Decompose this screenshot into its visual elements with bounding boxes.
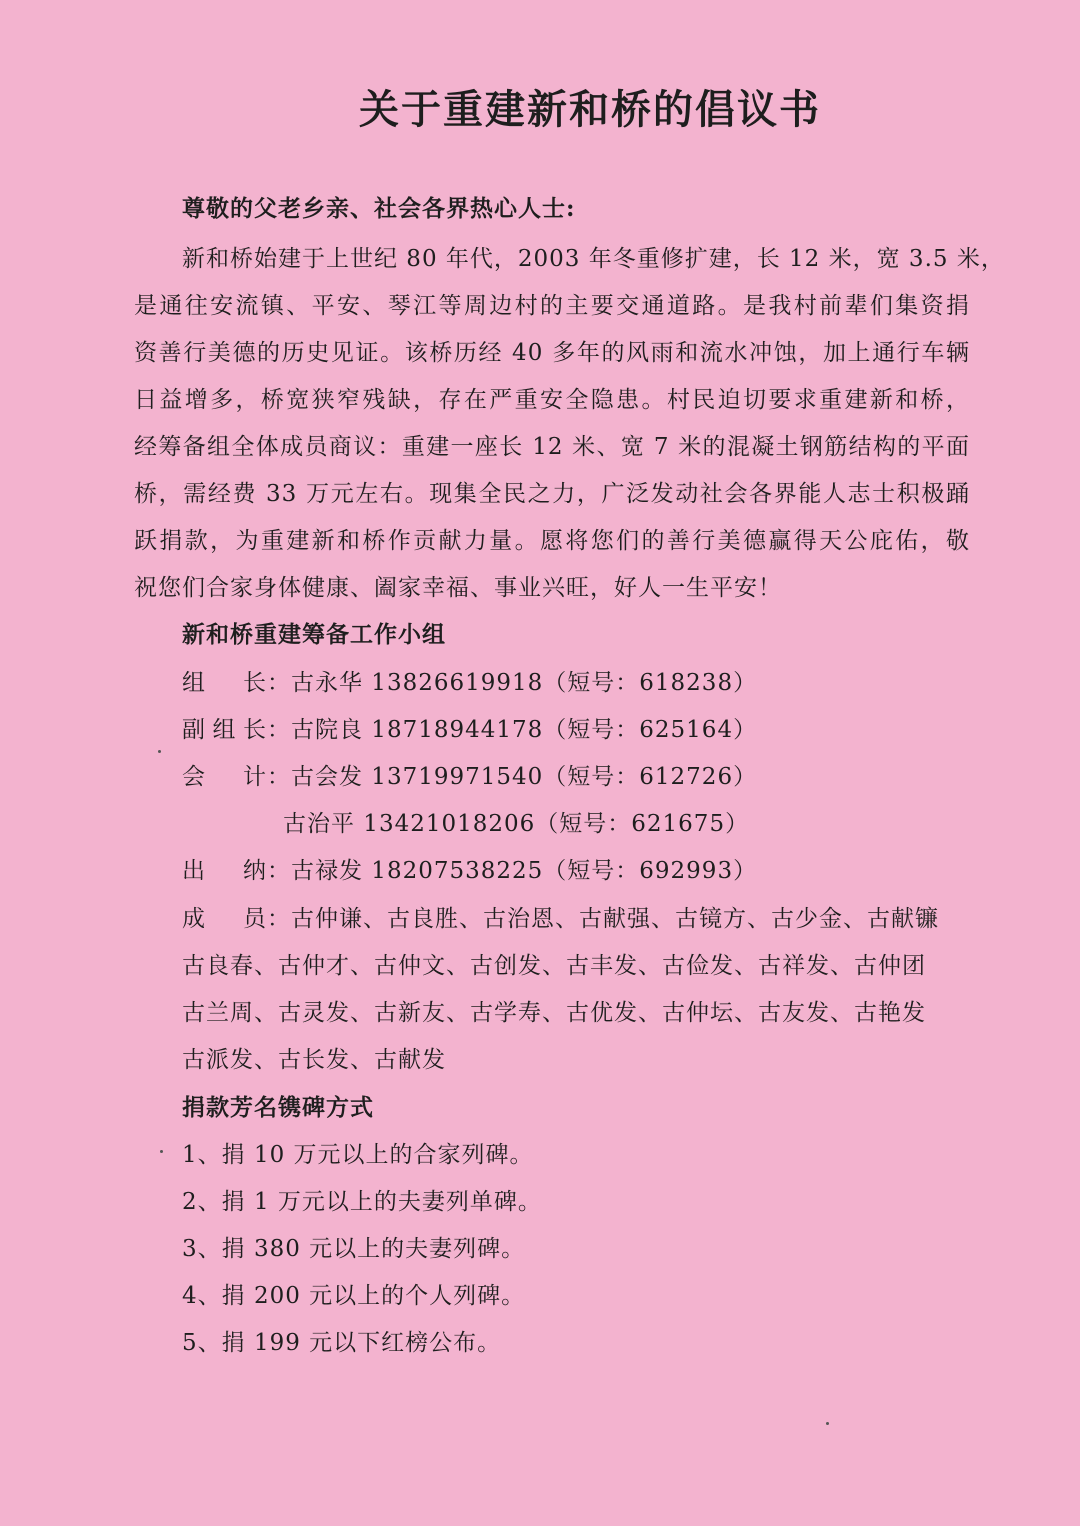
committee-heading: 新和桥重建筹备工作小组 — [182, 621, 446, 648]
role-label: 出 纳 — [182, 858, 267, 884]
members-list: 古派发、古长发、古献发 — [182, 1047, 446, 1073]
donation-item: 4、捐 200 元以上的个人列碑。 — [182, 1283, 526, 1309]
member-contact: 古治平 13421018206（短号：621675） — [283, 811, 750, 837]
members-list: 古兰周、古灵发、古新友、古学寿、古优发、古仲坛、古友发、古艳发 — [182, 1000, 926, 1026]
committee-members — [182, 900, 939, 933]
committee-accountant — [182, 758, 757, 791]
committee-cashier — [182, 852, 757, 885]
donation-heading: 捐款芳名镌碑方式 — [182, 1094, 374, 1121]
colon: ： — [267, 906, 291, 932]
member-contact: 古会发 13719971540（短号：612726） — [291, 764, 758, 790]
donation-item: 3、捐 380 元以上的夫妻列碑。 — [182, 1236, 526, 1262]
colon: ： — [267, 764, 291, 790]
scan-speck — [826, 1422, 829, 1425]
member-contact: 古永华 13826619918（短号：618238） — [291, 670, 758, 696]
paragraph-line: 经筹备组全体成员商议：重建一座长 12 米、宽 7 米的混凝土钢筋结构的平面 — [134, 434, 970, 460]
colon: ： — [267, 858, 291, 884]
members-list: 古良春、古仲才、古仲文、古创发、古丰发、古俭发、古祥发、古仲团 — [182, 953, 926, 979]
scan-speck — [160, 1150, 163, 1153]
paragraph-line: 新和桥始建于上世纪 80 年代，2003 年冬重修扩建，长 12 米，宽 3.5 米， — [182, 246, 1005, 272]
role-label: 组 长 — [182, 670, 267, 696]
donation-item: 2、捐 1 万元以上的夫妻列单碑。 — [182, 1189, 542, 1215]
role-label: 副组长 — [182, 717, 267, 743]
document-title: 关于重建新和桥的倡议书 — [359, 86, 821, 133]
colon: ： — [267, 670, 291, 696]
member-contact: 古禄发 18207538225（短号：692993） — [291, 858, 758, 884]
scan-speck — [158, 750, 161, 753]
paragraph-line: 祝您们合家身体健康、阖家幸福、事业兴旺，好人一生平安！ — [134, 575, 782, 601]
salutation: 尊敬的父老乡亲、社会各界热心人士: — [182, 195, 576, 222]
paragraph-line: 资善行美德的历史见证。该桥历经 40 多年的风雨和流水冲蚀，加上通行车辆 — [134, 340, 970, 366]
role-label: 成 员 — [182, 906, 267, 932]
member-contact: 古院良 18718944178（短号：625164） — [291, 717, 758, 743]
donation-item: 5、捐 199 元以下红榜公布。 — [182, 1330, 502, 1356]
paragraph-line: 日益增多，桥宽狭窄残缺，存在严重安全隐患。村民迫切要求重建新和桥， — [134, 387, 970, 413]
committee-accountant-2 — [182, 805, 749, 838]
paragraph-line: 桥，需经费 33 万元左右。现集全民之力，广泛发动社会各界能人志士积极踊 — [134, 481, 970, 507]
committee-leader — [182, 664, 757, 697]
colon: ： — [267, 717, 291, 743]
paragraph-line: 跃捐款，为重建新和桥作贡献力量。愿将您们的善行美德赢得天公庇佑，敬 — [134, 528, 970, 554]
committee-deputy — [182, 711, 757, 744]
role-label: 会 计 — [182, 764, 267, 790]
paragraph-line: 是通往安流镇、平安、琴江等周边村的主要交通道路。是我村前辈们集资捐 — [134, 293, 970, 319]
members-list: 古仲谦、古良胜、古治恩、古献强、古镜方、古少金、古献镰 — [291, 906, 939, 932]
donation-item: 1、捐 10 万元以上的合家列碑。 — [182, 1142, 534, 1168]
